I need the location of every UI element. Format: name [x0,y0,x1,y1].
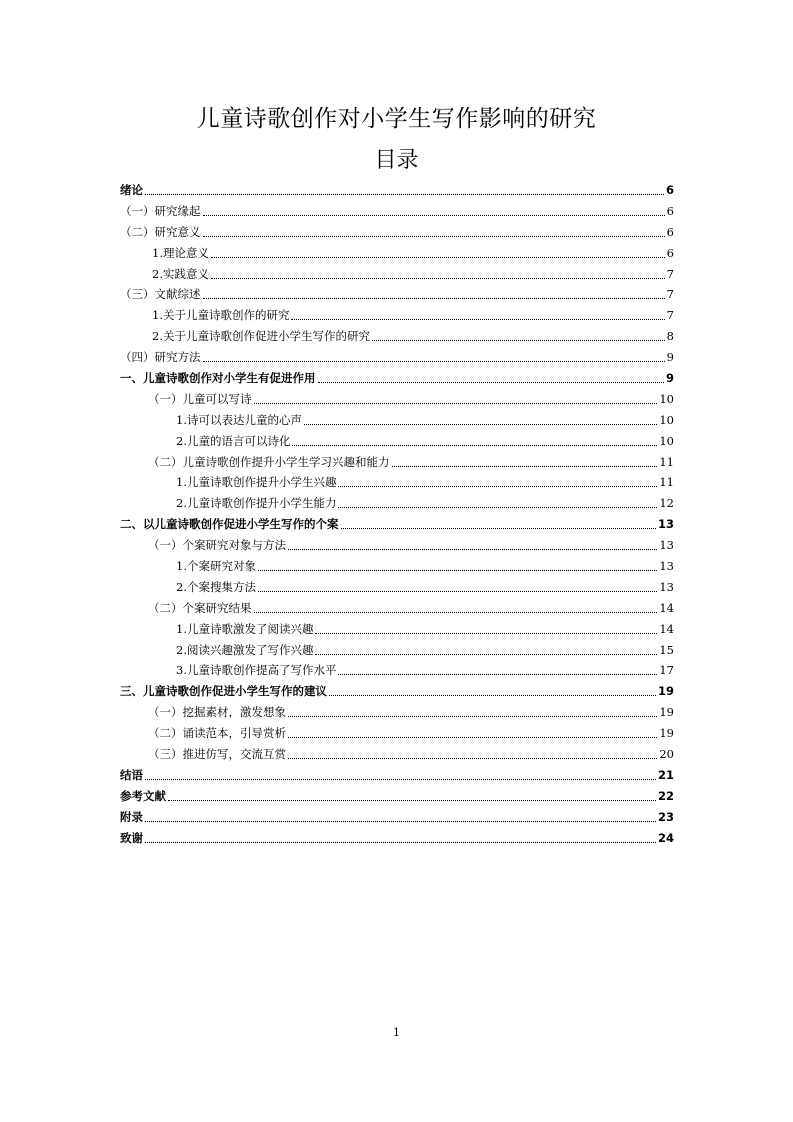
toc-dot-leader [304,424,657,425]
toc-dot-leader [288,758,657,759]
toc-entry-label: 2.个案搜集方法 [176,579,256,594]
toc-entry-label: （二）诵读范本，引导赏析 [148,726,286,741]
toc-entry-label: （一）个案研究对象与方法 [148,538,286,553]
toc-entry-label: （三）文献综述 [120,287,201,302]
toc-entry-page: 12 [659,496,674,511]
toc-entry-label: 2.阅读兴趣激发了写作兴趣 [176,642,314,657]
toc-entry[interactable] [120,431,674,452]
toc-entry-page: 19 [659,705,674,720]
toc-entry-page: 10 [659,391,674,406]
toc-entry-label: （四）研究方法 [120,350,201,365]
toc-dot-leader [211,257,665,258]
toc-entry-page: 7 [666,266,674,281]
toc-entry-label: （一）挖掘素材，激发想象 [148,705,286,720]
toc-dot-leader [288,549,657,550]
toc-entry-page: 17 [659,663,674,678]
toc-entry-page: 14 [659,621,674,636]
toc-entry-label: 二、以儿童诗歌创作促进小学生写作的个案 [120,517,339,532]
toc-entry-label: 3.儿童诗歌创作提高了写作水平 [176,663,337,678]
toc-entry-page: 10 [659,412,674,427]
toc-dot-leader [288,737,657,738]
toc-entry[interactable] [120,598,674,619]
toc-entry-label: （一）研究缘起 [120,203,201,218]
toc-entry[interactable] [120,264,674,285]
toc-entry-page: 9 [665,371,674,386]
toc-entry-page: 13 [659,559,674,574]
toc-entry-label: 附录 [120,809,143,824]
toc-dot-leader [372,340,665,341]
toc-entry-page: 14 [659,600,674,615]
toc-dot-leader [315,633,657,634]
toc-entry-page: 13 [657,517,674,532]
toc-entry[interactable] [120,410,674,431]
toc-entry-page: 6 [665,183,674,197]
toc-entry[interactable] [120,619,674,640]
toc-entry-label: 1.关于儿童诗歌创作的研究 [152,308,290,323]
toc-dot-leader [288,716,657,717]
toc-entry-page: 9 [666,350,674,365]
table-of-contents [120,180,674,849]
toc-entry-page: 13 [659,579,674,594]
toc-entry-page: 10 [659,433,674,448]
toc-entry[interactable] [120,807,674,828]
toc-dot-leader [203,236,665,237]
toc-entry[interactable] [120,222,674,243]
toc-dot-leader [254,612,658,613]
toc-dot-leader [203,361,665,362]
toc-entry-label: 2.儿童的语言可以诗化 [176,433,291,448]
toc-dot-leader [145,194,664,195]
toc-entry-label: 2.儿童诗歌创作提升小学生能力 [176,496,337,511]
toc-entry-label: 一、儿童诗歌创作对小学生有促进作用 [120,371,316,386]
toc-dot-leader [168,800,656,801]
toc-entry[interactable] [120,201,674,222]
toc-entry-label: 结语 [120,767,143,782]
toc-entry[interactable] [120,493,674,514]
toc-dot-leader [254,403,658,404]
toc-entry-label: 1.理论意义 [152,245,209,260]
page-number: 1 [393,1026,400,1039]
toc-entry[interactable] [120,556,674,577]
toc-entry-label: 1.儿童诗歌激发了阅读兴趣 [176,621,314,636]
toc-entry[interactable] [120,702,674,723]
toc-entry-label: （一）儿童可以写诗 [148,391,252,406]
toc-dot-leader [392,466,658,467]
toc-entry[interactable] [120,284,674,305]
toc-entry[interactable] [120,828,674,849]
toc-dot-leader [338,507,657,508]
toc-dot-leader [145,842,656,843]
toc-entry-label: 致谢 [120,830,143,845]
toc-entry-page: 21 [657,767,674,782]
toc-dot-leader [291,319,664,320]
toc-dot-leader [203,298,665,299]
toc-entry[interactable] [120,660,674,681]
toc-entry-label: 1.儿童诗歌创作提升小学生兴趣 [176,475,337,490]
toc-entry-page: 11 [659,475,674,490]
toc-entry-label: （二）儿童诗歌创作提升小学生学习兴趣和能力 [148,454,390,469]
toc-dot-leader [145,821,656,822]
toc-entry-page: 19 [657,684,674,699]
toc-entry[interactable] [120,180,674,201]
toc-entry-label: 1.个案研究对象 [176,559,256,574]
toc-entry[interactable] [120,681,674,702]
toc-dot-leader [318,382,664,383]
toc-entry-page: 11 [659,454,674,469]
toc-entry-label: 三、儿童诗歌创作促进小学生写作的建议 [120,684,327,699]
toc-entry-page: 6 [666,224,674,239]
toc-dot-leader [203,215,665,216]
toc-entry-label: （三）推进仿写，交流互赏 [148,747,286,762]
toc-entry-page: 23 [657,809,674,824]
toc-dot-leader [292,445,657,446]
toc-entry-page: 6 [666,245,674,260]
toc-entry[interactable] [120,577,674,598]
toc-dot-leader [315,654,657,655]
toc-entry-label: 参考文献 [120,788,166,803]
toc-entry-page: 24 [657,830,674,845]
toc-dot-leader [329,695,656,696]
toc-dot-leader [145,779,656,780]
toc-entry-page: 6 [666,203,674,218]
toc-entry-label: （二）个案研究结果 [148,600,252,615]
toc-entry[interactable] [120,765,674,786]
toc-dot-leader [258,570,657,571]
toc-entry-label: 绪论 [120,183,143,197]
toc-entry-page: 15 [659,642,674,657]
toc-entry-page: 7 [666,287,674,302]
toc-dot-leader [258,591,657,592]
toc-entry-page: 7 [666,308,674,323]
toc-dot-leader [338,486,657,487]
toc-entry[interactable] [120,640,674,661]
toc-entry-page: 8 [666,329,674,344]
toc-entry[interactable] [120,347,674,368]
toc-entry-page: 22 [657,788,674,803]
toc-entry[interactable] [120,452,674,473]
toc-entry-page: 20 [659,747,674,762]
toc-dot-leader [338,674,657,675]
toc-dot-leader [341,528,656,529]
toc-entry[interactable] [120,786,674,807]
toc-entry[interactable] [120,305,674,326]
toc-entry[interactable] [120,243,674,264]
toc-entry-page: 19 [659,726,674,741]
toc-heading: 目录 [374,148,419,173]
toc-entry-label: 2.实践意义 [152,266,209,281]
toc-entry-page: 13 [659,538,674,553]
toc-entry[interactable] [120,535,674,556]
toc-entry-label: 1.诗可以表达儿童的心声 [176,412,302,427]
toc-entry[interactable] [120,744,674,765]
toc-entry-label: （二）研究意义 [120,224,201,239]
toc-entry[interactable] [120,514,674,535]
toc-entry[interactable] [120,723,674,744]
toc-entry[interactable] [120,389,674,410]
toc-entry[interactable] [120,472,674,493]
toc-entry-label: 2.关于儿童诗歌创作促进小学生写作的研究 [152,329,370,344]
toc-entry[interactable] [120,326,674,347]
toc-dot-leader [211,278,665,279]
document-title: 儿童诗歌创作对小学生写作影响的研究 [196,106,597,132]
toc-entry[interactable] [120,368,674,389]
